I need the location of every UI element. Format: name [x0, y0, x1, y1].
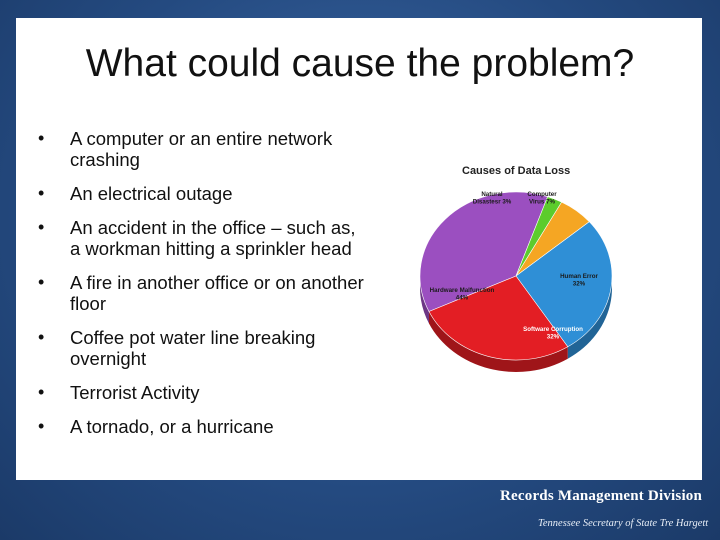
- bullet-text: An accident in the office – such as, a workman hitting a sprinkler head: [70, 217, 356, 259]
- bullet-icon: •: [38, 382, 45, 402]
- bullet-item: [30, 382, 370, 403]
- bullet-icon: •: [38, 327, 45, 347]
- bullet-text: Terrorist Activity: [70, 382, 200, 403]
- bullet-icon: •: [38, 183, 45, 203]
- bullet-icon: •: [38, 217, 45, 237]
- pie-label-human-error: Human Error 32%: [560, 273, 598, 288]
- bullet-text: A fire in another office or on another floor: [70, 272, 364, 314]
- pie-label-software-corruption: Software Corruption 32%: [523, 326, 583, 341]
- bullet-text: Coffee pot water line breaking overnight: [70, 327, 316, 369]
- bullet-icon: •: [38, 128, 45, 148]
- bullet-icon: •: [38, 272, 45, 292]
- bullet-item: [30, 272, 370, 314]
- pie-label-computer-virus: Computer Virus 7%: [527, 191, 557, 206]
- bullet-list: [30, 128, 370, 450]
- bullet-icon: •: [38, 416, 45, 436]
- slide-title: What could cause the problem?: [85, 42, 635, 85]
- pie-label-natural-disastesr: Natural Disastesr 3%: [472, 191, 512, 206]
- bullet-text: An electrical outage: [70, 183, 233, 204]
- footer-subtitle: Tennessee Secretary of State Tre Hargett: [538, 518, 709, 529]
- chart-title: Causes of Data Loss: [462, 165, 571, 177]
- bullet-text: A tornado, or a hurricane: [70, 416, 274, 437]
- data-loss-pie-chart: [412, 158, 636, 380]
- bullet-item: [30, 416, 370, 437]
- bullet-item: [30, 183, 370, 204]
- pie-label-hardware-malfunction: Hardware Malfunction 44%: [429, 287, 495, 302]
- footer-division: Records Management Division: [500, 488, 703, 504]
- bullet-item: [30, 217, 370, 259]
- bullet-text: A computer or an entire network crashing: [70, 128, 333, 170]
- bullet-item: [30, 128, 370, 170]
- bullet-item: [30, 327, 370, 369]
